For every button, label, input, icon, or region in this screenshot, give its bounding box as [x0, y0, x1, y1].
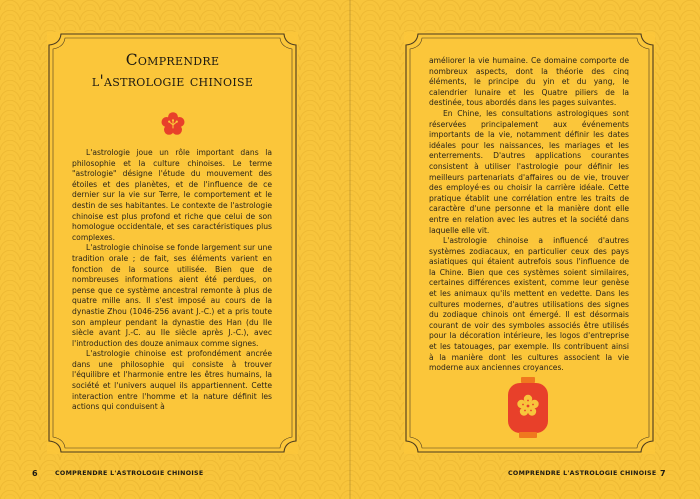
running-title-left: COMPRENDRE L'ASTROLOGIE CHINOISE [55, 470, 204, 477]
title-line-2: l'astrologie chinoise [91, 72, 254, 90]
paragraph: L'astrologie chinoise est profondément ancrée dans une philosophie qui consiste à trouver l'équilibre et l'harmonie entre les êtres humains, la société et l'univers auquel ils appartiennent. Cette interaction entre l'homme et la nature définit les actions qui conduisent à [72, 349, 272, 412]
paragraph: améliorer la vie humaine. Ce domaine comporte de nombreux aspects, dont la théorie des cinq éléments, le principe du yin et du yang, le calendrier lunaire et les Quatre piliers de la destinée, tous abordés dans les pages suivantes. [429, 56, 629, 108]
paragraph: L'astrologie joue un rôle important dans la philosophie et la culture chinoises. Le terme "astrologie" désigne l'étude du mouvement des étoiles et des planètes, et de l'influence de ce dernier sur la vie sur Terre, le comportement et le destin de ses habitantes. Le contexte de l'astrologie chinoise est plus profond et riche que celui de son homologue occidentale, et ses caractéristiques plus complexes. [72, 148, 272, 242]
running-title-right: COMPRENDRE L'ASTROLOGIE CHINOISE [508, 470, 657, 477]
lantern-icon [504, 377, 552, 439]
paragraph: En Chine, les consultations astrologiques sont réservées principalement aux événements importants de la vie, notamment définir les dates idéales pour les naissances, les mariages et les enterrements. D'autres applications courantes consistent à utiliser l'astrologie pour définir les meilleurs partenariats d'affaires ou de vie, trouver des employé·es ou choisir la carrière idéale. Cette pratique établit une corrélation entre les traits de caractère d'une personne et la manière dont elle entre en relation avec les autres et la société dans laquelle elle vit. [429, 108, 629, 235]
paragraph: L'astrologie chinoise a influencé d'autres systèmes zodiacaux, en particulier ceux des pays asiatiques qui étaient autrefois sous l'influence de la Chine. Bien que ces systèmes soient similaires, certaines différences existent, comme leur genèse et les animaux qu'ils mettent en vedette. Dans les cultures modernes, d'autres utilisations des signes du zodiaque chinois ont émergé. Il est désormais courant de voir des symboles associés être utilisés pour la décoration intérieure, les logos d'entreprise et les tatouages, par exemple. Ils contribuent ainsi à la manière dont les cultures associent la vie moderne aux anciennes croyances. [429, 236, 629, 373]
page-title [47, 50, 298, 92]
title-line-1: Comprendre [125, 51, 220, 69]
page-number-left: 6 [32, 469, 38, 478]
page-number-right: 7 [660, 469, 666, 478]
left-page-panel [47, 32, 298, 454]
right-body-text [429, 56, 629, 374]
left-body-text [72, 148, 272, 413]
paragraph: L'astrologie chinoise se fonde largement sur une tradition orale ; de fait, ses éléments varient en fonction de la source utilisée. Bien que de nombreuses informations aient été perdues, on pense que ce système ancestral remonte à plus de quatre mille ans. Il s'est imposé au cours de la dynastie Zhou (1046-256 avant J.-C.) et a pris toute son ampleur pendant la dynastie des Han (du IIe siècle avant J.-C. au IIe siècle après J.-C.), avec l'introduction des douze animaux comme signes. [72, 243, 272, 348]
right-page-panel [404, 32, 655, 454]
book-gutter [349, 0, 351, 499]
plum-blossom-icon [161, 112, 185, 136]
